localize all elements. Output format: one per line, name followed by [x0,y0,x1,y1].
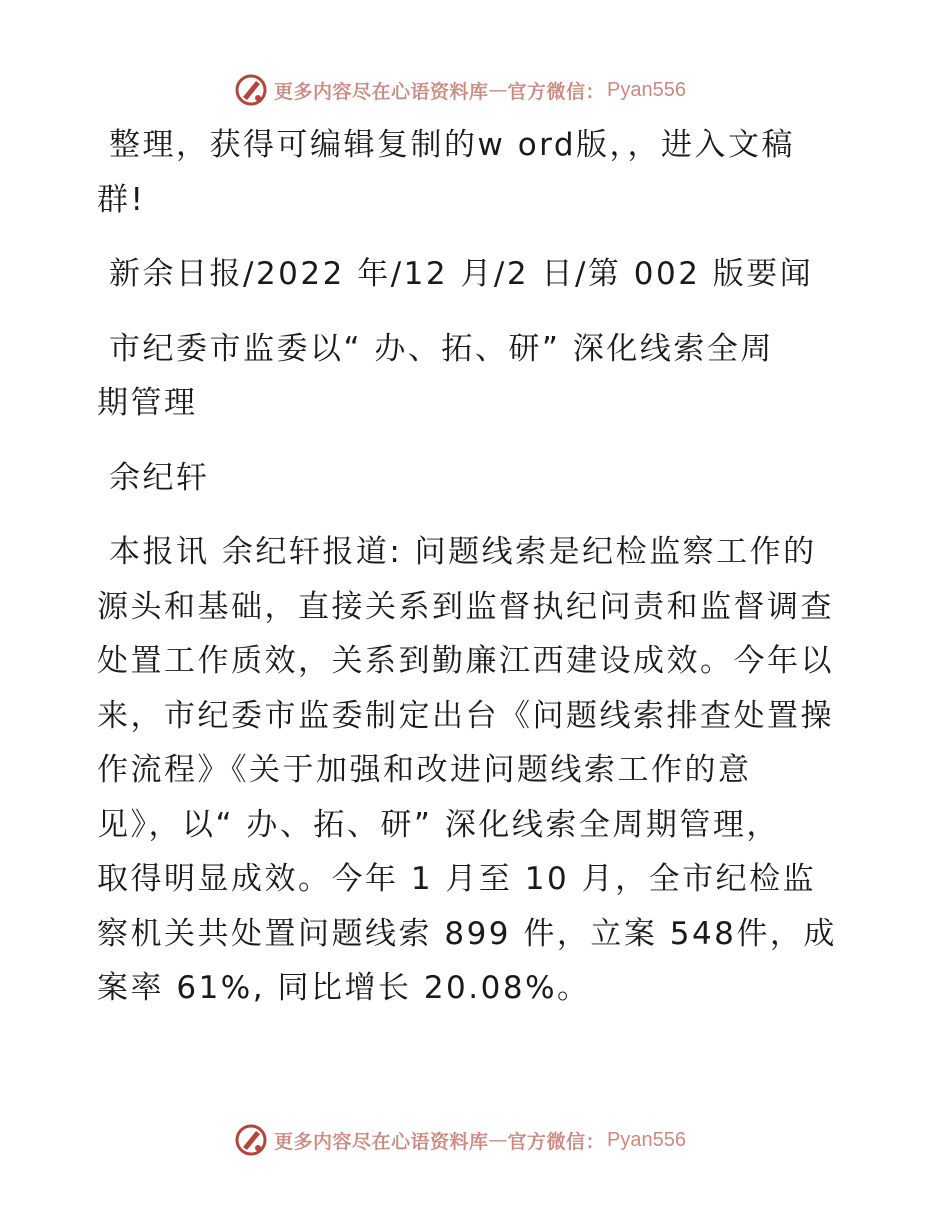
banner-contact-label: 官方微信： [507,80,606,103]
header-banner [234,72,686,108]
document-body [97,118,867,1016]
banner-wechat-id: Pyan556 [607,1128,686,1151]
headline-line-2: 期管理 [97,385,198,421]
body-line: 作流程》《关于加强和改进问题线索工作的意 [97,752,752,788]
body-line: 取得明显成效。今年 1 月至 10 月，全市纪检监 [97,861,817,897]
body-line: 察机关共处置问题线索 899 件，立案 548件，成 [97,915,837,952]
banner-slogan: 更多内容尽在心语资料库 [274,1130,489,1153]
author: 余纪轩 [109,459,210,496]
footer-banner [234,1122,686,1158]
body-line: 见》，以“ 办、拓、研” 深化线索全周期管理， [97,806,780,843]
intro-line-1: 整理，获得可编辑复制的w ord版，，进入文稿 [109,127,796,163]
body-line: 处置工作质效，关系到勤廉江西建设成效。今年以 [97,643,834,679]
pen-logo-icon [234,1123,268,1157]
banner-separator: — [488,79,508,101]
body-line: 来，市纪委市监委制定出台《问题线索排查处置操 [97,697,834,734]
pen-logo-icon [234,73,268,107]
banner-slogan: 更多内容尽在心语资料库 [274,80,489,103]
banner-contact-label: 官方微信： [507,1130,606,1153]
intro-line-2: 群! [97,181,146,218]
banner-separator: — [488,1129,508,1151]
source-line: 新余日报/2022 年/12 月/2 日/第 002 版要闻 [109,256,814,292]
body-line: 源头和基础，直接关系到监督执纪问责和监督调查 [97,588,834,625]
body-line: 本报讯 余纪轩报道: 问题线索是纪检监察工作的 [109,534,817,570]
banner-wechat-id: Pyan556 [607,78,686,101]
headline-line-1: 市纪委市监委以“ 办、拓、研” 深化线索全周 [109,330,774,367]
body-line: 案率 61%, 同比增长 20.08%。 [97,970,591,1006]
